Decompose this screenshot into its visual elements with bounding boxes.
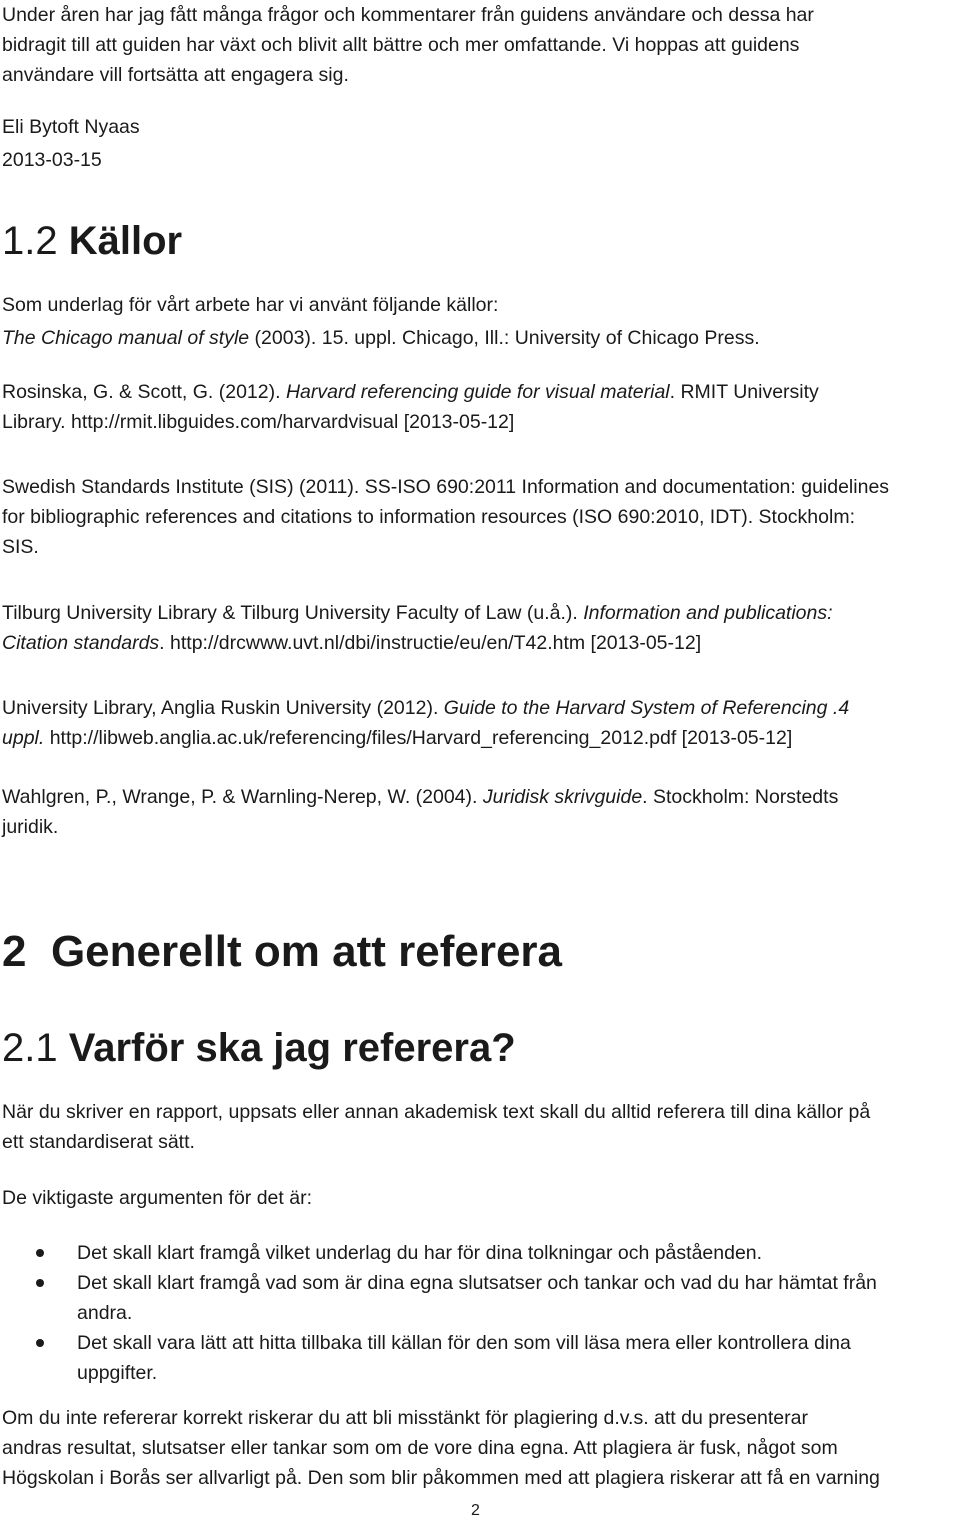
reference-chicago [2, 323, 958, 353]
reference-text: Rosinska, G. & Scott, G. (2012). [2, 381, 286, 403]
reference-text: . RMIT University [669, 381, 819, 403]
list-item-text: uppgifter. [77, 1362, 158, 1384]
intro-paragraph [2, 0, 958, 90]
section-heading-1-2 [2, 218, 182, 264]
page-number: 2 [471, 1502, 480, 1519]
paragraph-plagiarism [2, 1403, 958, 1493]
paragraph-line: När du skriver en rapport, uppsats eller annan akademisk text skall du alltid referera till dina källor på [2, 1101, 871, 1123]
reference-text: Wahlgren, P., Wrange, P. & Warnling-Nerep, W. (2004). [2, 786, 483, 808]
bullet-icon [36, 1249, 44, 1257]
paragraph-line: ett standardiserat sätt. [2, 1131, 195, 1153]
reference-title: uppl. [2, 727, 45, 749]
author-name: Eli Bytoft Nyaas [2, 116, 140, 138]
bullet-icon [36, 1339, 44, 1347]
reference-wahlgren [2, 782, 958, 842]
reference-title: Information and publications: [583, 602, 833, 624]
list-item-text: Det skall vara lätt att hitta tillbaka till källan för den som vill läsa mera eller kontrollera dina [77, 1332, 851, 1354]
reference-text: Library. http://rmit.libguides.com/harvardvisual [2013-05-12] [2, 411, 515, 433]
reference-text: . Stockholm: Norstedts [642, 786, 839, 808]
paragraph-line: Högskolan i Borås ser allvarligt på. Den som blir påkommen med att plagiera riskerar att få en varning [2, 1467, 880, 1489]
list-item-text: andra. [77, 1302, 133, 1324]
chapter-title: Generellt om att referera [50, 927, 563, 976]
reference-sis [2, 472, 958, 562]
reference-title: Guide to the Harvard System of Referencing .4 [443, 697, 850, 719]
list-item-text: Det skall klart framgå vilket underlag du har för dina tolkningar och påståenden. [77, 1242, 763, 1264]
section-number: 1.2 [2, 219, 58, 263]
paragraph-line: Om du inte refererar korrekt riskerar du att bli misstänkt för plagiering d.v.s. att du presenterar [2, 1407, 808, 1429]
reference-text: juridik. [2, 816, 59, 838]
reference-text: SIS. [2, 536, 39, 558]
reference-title: Juridisk skrivguide [482, 786, 643, 808]
chapter-heading-2 [2, 926, 562, 978]
paragraph-line: andras resultat, slutsatser eller tankar som om de vore dina egna. Att plagiera är fusk, något som [2, 1437, 838, 1459]
reference-text: University Library, Anglia Ruskin University (2012). [2, 697, 444, 719]
list-item [0, 1268, 960, 1328]
section-title: Källor [68, 219, 183, 263]
reference-rosinska [2, 377, 958, 437]
section-heading-2-1 [2, 1025, 516, 1071]
intro-line: bidragit till att guiden har växt och blivit allt bättre och mer omfattande. Vi hoppas att guidens [2, 34, 800, 56]
signature-date: 2013-03-15 [2, 149, 102, 171]
reference-title: The Chicago manual of style [2, 327, 250, 349]
reference-text: Swedish Standards Institute (SIS) (2011). SS-ISO 690:2011 Information and documentation: guidelines [2, 476, 890, 498]
list-item [0, 1328, 960, 1388]
reference-text: (2003). 15. uppl. Chicago, Ill.: University of Chicago Press. [249, 327, 760, 349]
reference-anglia [2, 693, 958, 753]
section-number: 2.1 [2, 1026, 58, 1070]
intro-line: Under åren har jag fått många frågor och kommentarer från guidens användare och dessa har [2, 4, 814, 26]
section-title: Varför ska jag referera? [68, 1026, 516, 1070]
intro-line: användare vill fortsätta att engagera sig. [2, 64, 349, 86]
list-item [0, 1238, 960, 1268]
reference-text: http://libweb.anglia.ac.uk/referencing/files/Harvard_referencing_2012.pdf [2013-05-12] [44, 727, 793, 749]
reference-title: Citation standards [2, 632, 160, 654]
reference-title: Harvard referencing guide for visual material [285, 381, 670, 403]
sources-lead: Som underlag för vårt arbete har vi använt följande källor: [2, 294, 499, 316]
paragraph-why-reference [2, 1097, 958, 1157]
reference-text: for bibliographic references and citations to information resources (ISO 690:2010, IDT). Stockholm: [2, 506, 855, 528]
reference-text: . http://drcwww.uvt.nl/dbi/instructie/eu/en/T42.htm [2013-05-12] [159, 632, 702, 654]
paragraph-arguments-lead: De viktigaste argumenten för det är: [2, 1187, 312, 1209]
list-item-text: Det skall klart framgå vad som är dina egna slutsatser och tankar och vad du har hämtat från [77, 1272, 877, 1294]
arguments-list [0, 1238, 960, 1388]
chapter-number: 2 [2, 927, 27, 976]
reference-text: Tilburg University Library & Tilburg University Faculty of Law (u.å.). [2, 602, 584, 624]
bullet-icon [36, 1279, 44, 1287]
reference-tilburg [2, 598, 958, 658]
